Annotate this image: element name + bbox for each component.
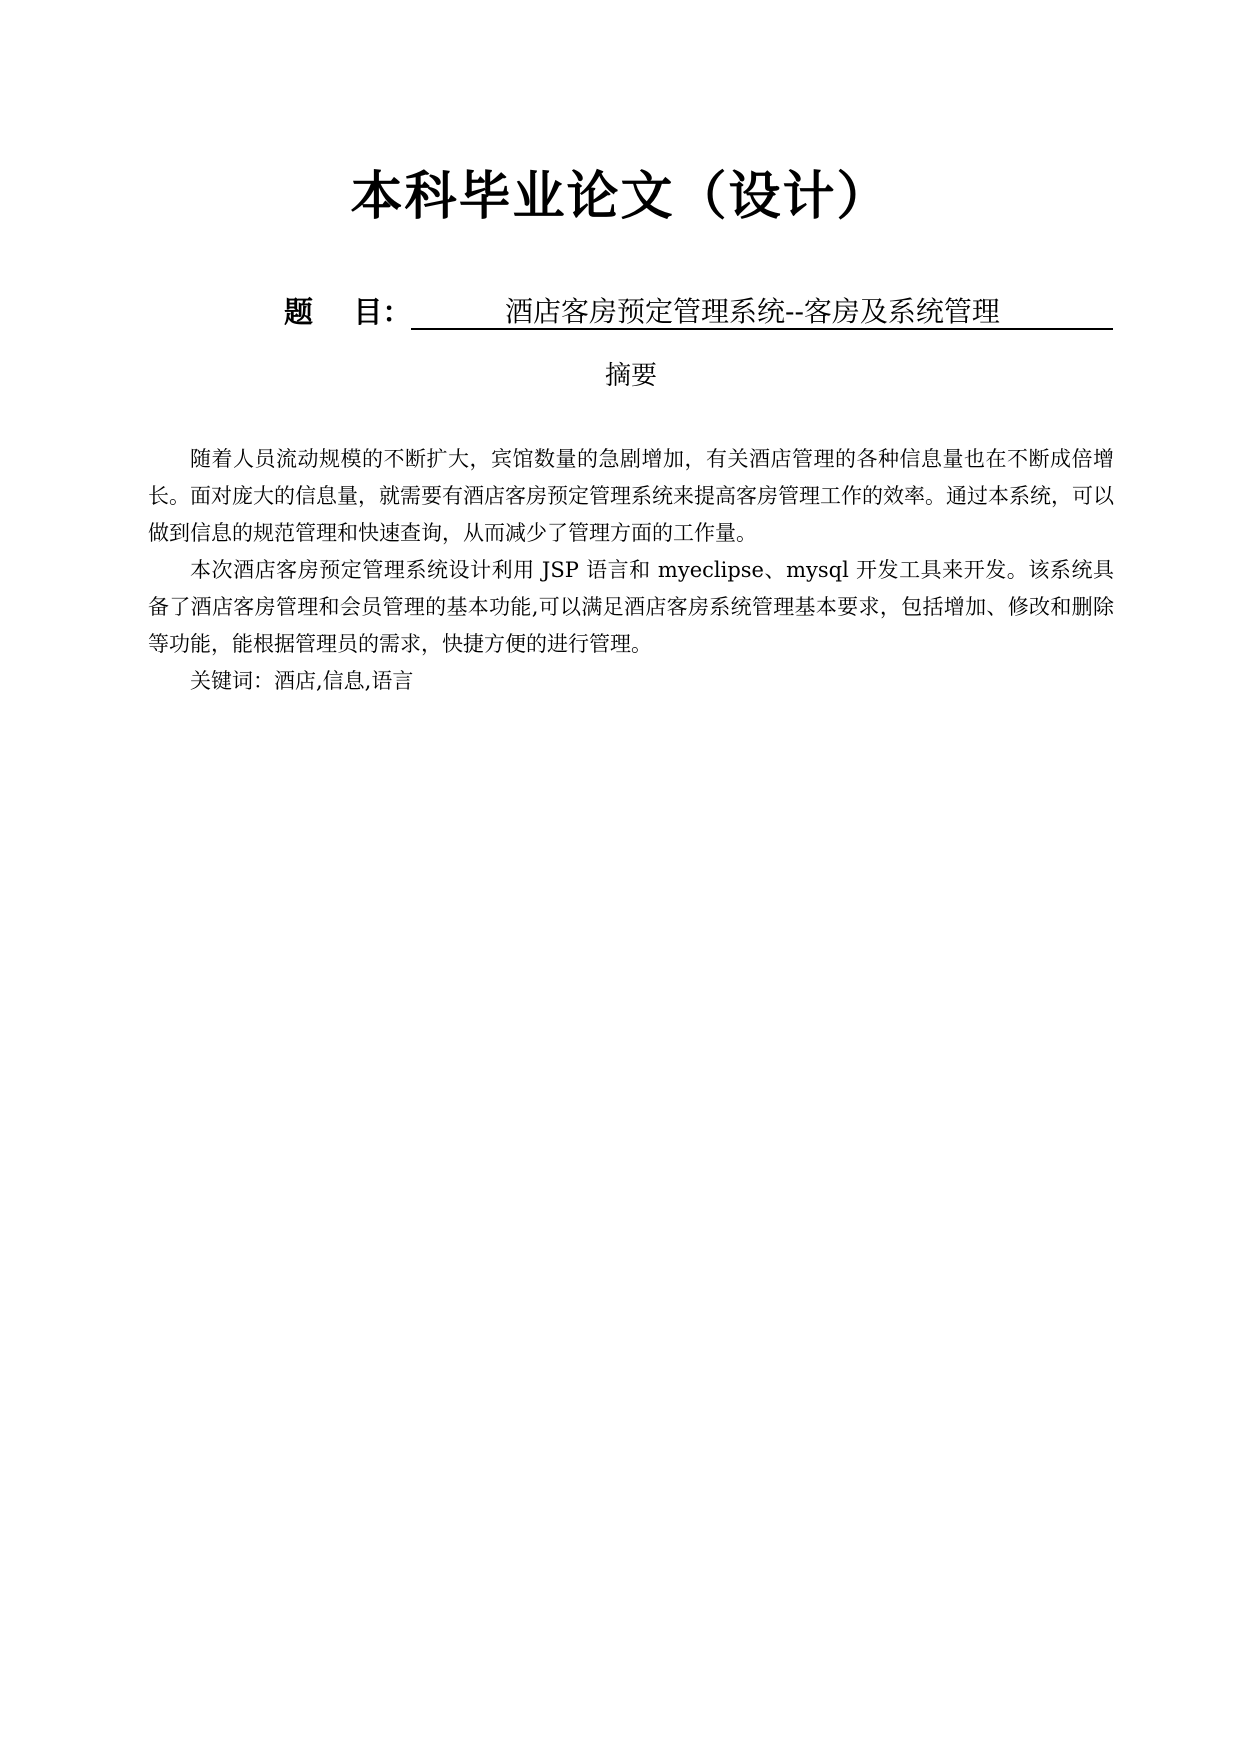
keywords-line [148,663,1114,700]
abstract-heading: 摘要 [604,361,657,391]
thesis-title: 本科毕业论文（设计） [350,167,891,227]
topic-row [0,290,1241,334]
topic-value: 酒店客房预定管理系统--客房及系统管理 [411,290,1113,330]
abstract-paragraph: 随着人员流动规模的不断扩大，宾馆数量的急剧增加，有关酒店管理的各种信息量也在不断成倍增长。面对庞大的信息量，就需要有酒店客房预定管理系统来提高客房管理工作的效率。通过本系统，可以做到信息的规范管理和快速查询，从而减少了管理方面的工作量。 [148,447,1114,545]
keywords-value: 酒店,信息,语言 [274,669,414,693]
keywords-label: 关键词： [190,669,274,693]
abstract-paragraph: 本次酒店客房预定管理系统设计利用 JSP 语言和 myeclipse、mysql 开发工具来开发。该系统具备了酒店客房管理和会员管理的基本功能,可以满足酒店客房系统管理基本要求，包括增加、修改和删除等功能，能根据管理员的需求，快捷方便的进行管理。 [148,558,1114,656]
abstract-body [148,441,1114,700]
topic-label: 题 目： [284,295,412,329]
